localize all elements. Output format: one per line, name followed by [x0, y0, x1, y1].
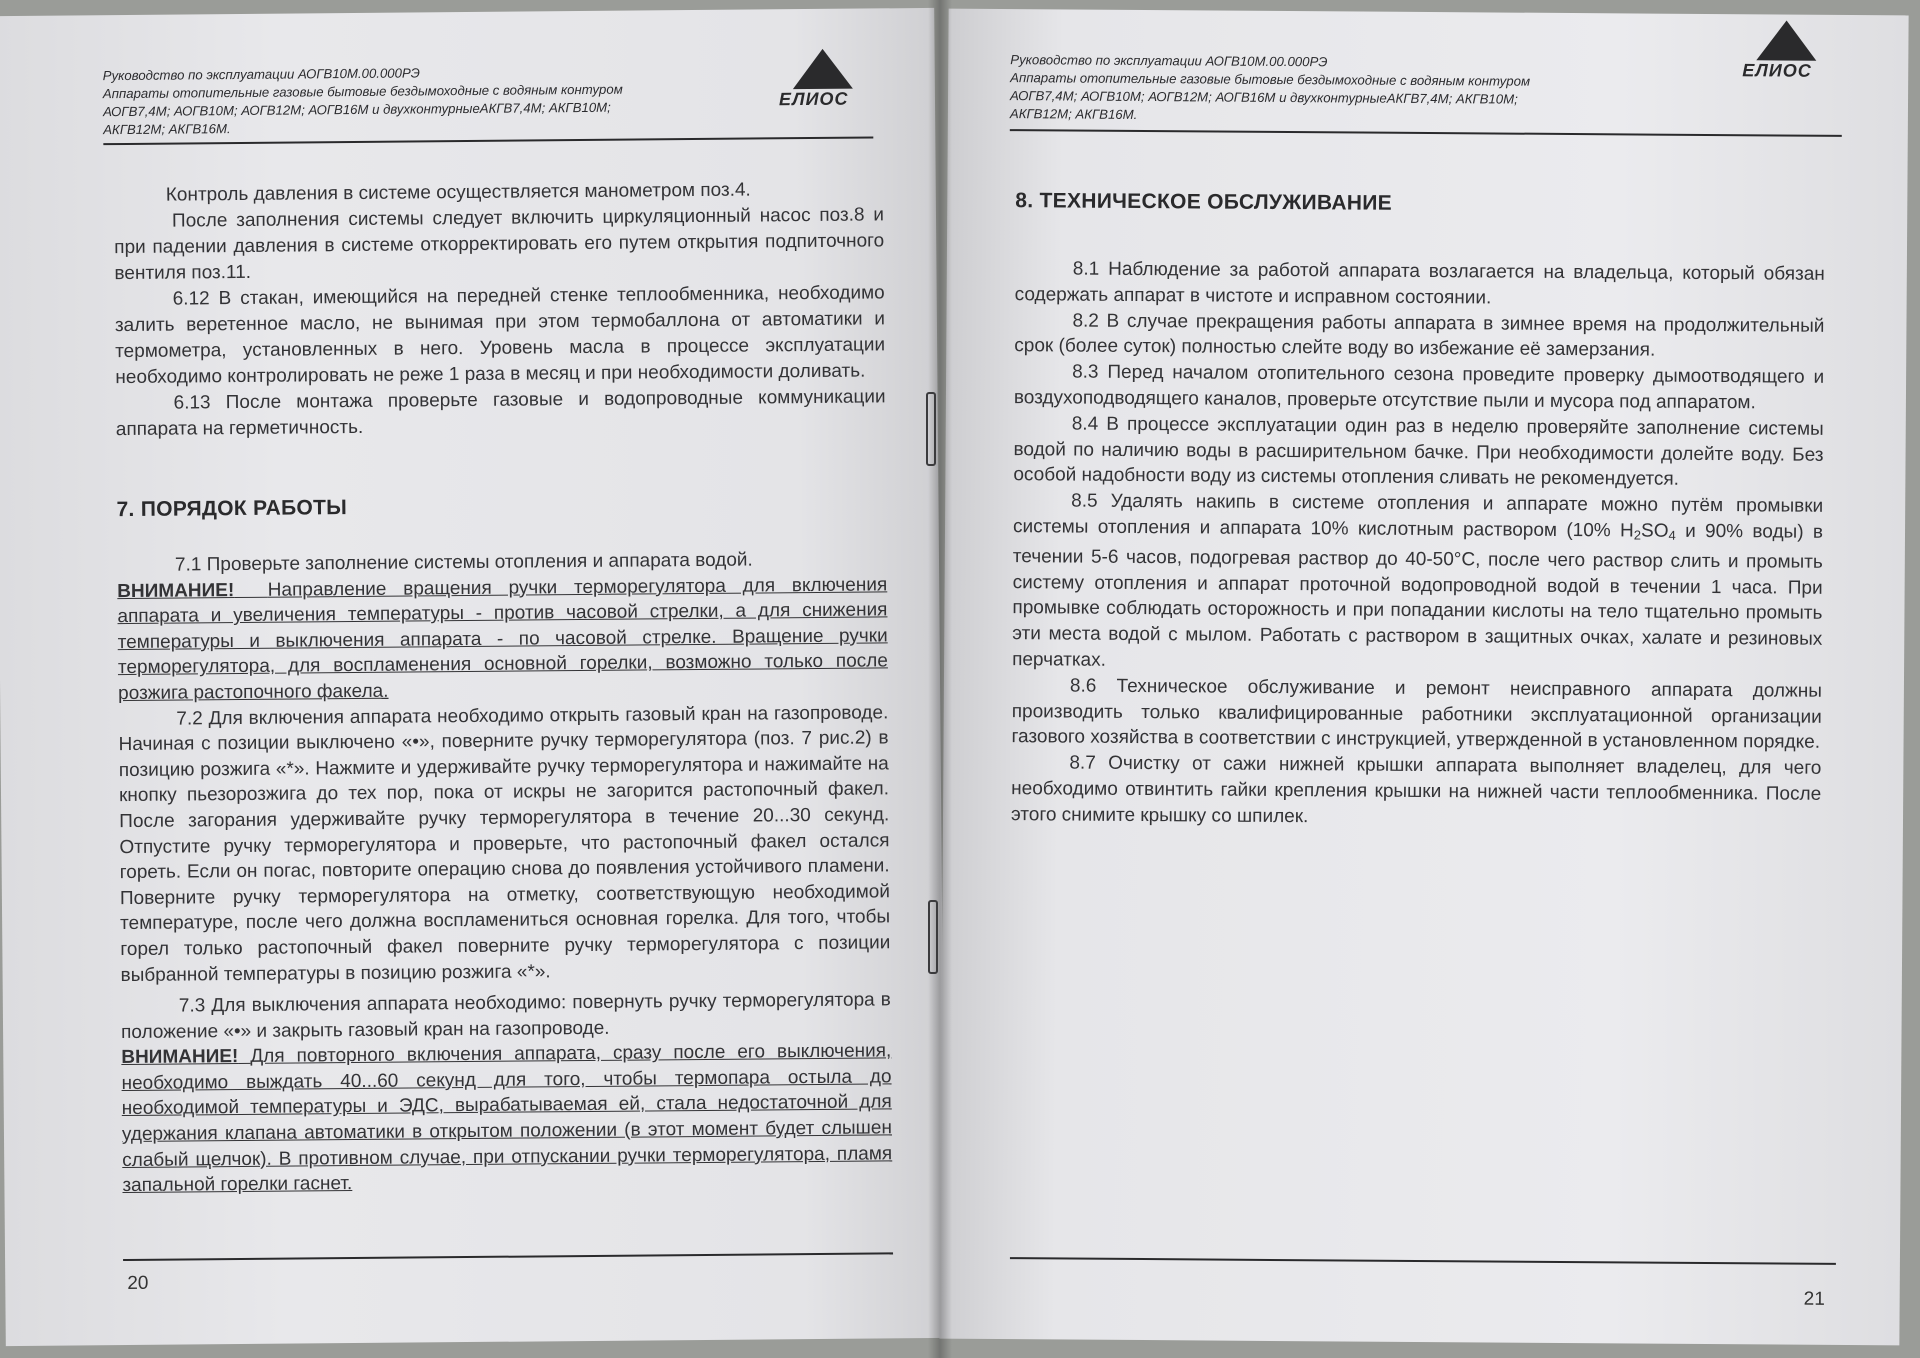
left-page-header [103, 62, 754, 140]
header-line-3: АОГВ7,4М; АОГВ10М; АОГВ12М; АОГВ16М и двухконтурныеАКГВ7,4М; АКГВ10М; [1009, 88, 1518, 107]
warning-1-text: Направление вращения ручки терморегулятора для включения аппарата и увеличения температуры - против часовой стрелки, а для снижения температуры и выключения аппарата - по часовой стрелке. Вращение ручки терморегулятора, для воспламенения основной горелки, возможно только после розжига растопочного факела. [117, 573, 888, 705]
logo-wordmark: ЕЛИОС [778, 88, 849, 110]
logo-wordmark: ЕЛИОС [1742, 60, 1812, 81]
paragraph-8-1: 8.1 Наблюдение за работой аппарата возлагается на владельца, который обязан содержать аппарат в чистоте и исправном состоянии. [1014, 258, 1825, 309]
bird-logo-icon [775, 48, 872, 115]
page-number-left: 20 [127, 1272, 149, 1295]
paragraph-8-7: 8.7 Очистку от сажи нижней крышки аппарата выполняет владелец, для чего необходимо отвинтить гайки крепления крышки на нижней части теплообменника. После этого снимите крышку со шпилек. [1010, 752, 1822, 827]
paragraph-6-13: 6.13 После монтажа проверьте газовые и водопроводные коммуникации аппарата на герметичность. [115, 386, 886, 441]
header-line-2: Аппараты отопительные газовые бытовые бездымоходные с водяным контуром [1010, 70, 1531, 89]
header-line-3: АОГВ7,4М; АОГВ10М; АОГВ12М; АОГВ16М и двухконтурныеАКГВ7,4М; АКГВ10М; [102, 99, 611, 120]
footer-divider [1010, 1257, 1836, 1265]
paragraph-7-3: 7.3 Для выключения аппарата необходимо: повернуть ручку терморегулятора в положение «•» и закрыть газовый кран на газопроводе. [120, 989, 891, 1043]
paragraph-pressure: Контроль давления в системе осуществляется манометром поз.4. [165, 179, 751, 206]
warning-2-text: Для повторного включения аппарата, сразу после его выключения, необходимо выждать 40...60 секунд для того, чтобы термопара остыла до необходимой температуры и ЭДС, вырабатываемая ей, стала недостаточной для удержания клапана автоматики в открытом положении (в этот момент будет слышен слабый щелчок). В противном случае, при отпускании ручки терморегулятора, пламя запальной горелки гаснет. [121, 1040, 893, 1197]
paragraph-8-3: 8.3 Перед началом отопительного сезона проведите проверку дымоотводящего и воздухоподводящего каналов, проверьте отсутствие пыли и мусора под аппаратом. [1013, 361, 1825, 414]
paragraph-after-fill: После заполнения системы следует включить циркуляционный насос поз.8 и при падении давления в системе откорректировать его путем открытия подпиточного вентиля поз.11. [114, 204, 885, 285]
paragraph-8-6: 8.6 Техническое обслуживание и ремонт неисправного аппарата должны производить только квалифицированные работники эксплуатационной организации газового хозяйства в соответствии с инструкцией, утвержденной в установленном порядке. [1011, 675, 1822, 754]
binding-fold [928, 0, 952, 1358]
header-line-2: Аппараты отопительные газовые бытовые бездымоходные с водяным контуром [102, 81, 623, 102]
formula-so: SO [1640, 520, 1669, 542]
warning-2-label: ВНИМАНИЕ! [121, 1046, 239, 1069]
subscript-2: 2 [1633, 527, 1642, 543]
bird-logo-icon [1738, 20, 1834, 87]
header-line-4: АКГВ12М; АКГВ16М. [103, 121, 231, 138]
paragraph-6-12: 6.12 В стакан, имеющийся на передней стенке теплообменника, необходимо залить веретенное масло, не вынимая при этом термобаллона от автоматики и термометра, установленных в него. Уровень масла в процессе эксплуатации необходимо контролировать не реже 1 раза в месяц и при необходимости доливать. [114, 282, 886, 389]
header-line-1: Руководство по эксплуатации АОГВ10М.00.000РЭ [1010, 52, 1328, 70]
staple-bottom [928, 900, 938, 974]
section-8-body [1011, 256, 1825, 833]
paragraph-8-5-start: 8.5 Удалять накипь в системе отопления и аппарате можно путём промывки системы отопления и аппарата 10% кислотным раствором (10% H [1012, 490, 1824, 542]
section-6-continuation [114, 176, 886, 443]
subscript-4: 4 [1668, 527, 1676, 543]
paragraph-8-5 [1012, 488, 1823, 678]
right-page-header [1010, 51, 1730, 128]
section-8-heading: 8. ТЕХНИЧЕСКОЕ ОБСЛУЖИВАНИЕ [1015, 189, 1393, 215]
paragraph-7-1: 7.1 Проверьте заполнение системы отопления и аппарата водой. [174, 549, 753, 576]
header-line-1: Руководство по эксплуатации АОГВ10М.00.000РЭ [102, 65, 420, 84]
left-page [0, 8, 946, 1346]
page-number-right: 21 [1803, 1288, 1825, 1310]
paragraph-8-5-rest: и 90% воды) в течении 5-6 часов, подогревая раствор до 40-50°С, после чего раствор слить и промыть систему отопления и аппарат проточной водопроводной водой в течении 1 часа. При промывке соблюдать осторожность и при попадании кислоты на тело тщательно промыть эти места водой с мылом. Работать с раствором в защитных очках, халате и резиновых перчатках. [1012, 520, 1824, 671]
header-line-4: АКГВ12М; АКГВ16М. [1009, 106, 1138, 122]
paragraph-8-2: 8.2 В случае прекращения работы аппарата в зимнее время на продолжительный срок (более суток) полностью слейте воду во избежание её замерзания. [1014, 310, 1825, 361]
section-7-heading: 7. ПОРЯДОК РАБОТЫ [116, 496, 348, 522]
warning-1-label: ВНИМАНИЕ! [117, 579, 235, 602]
warning-1 [117, 572, 888, 707]
header-divider [1010, 129, 1842, 137]
paragraph-7-2: 7.2 Для включения аппарата необходимо открыть газовый кран на газопроводе. Начиная с позиции выключено «•», поверните ручку терморегулятора (поз. 7 рис.2) в позицию розжига «*». Нажмите и удерживайте ручку терморегулятора и нажимайте на кнопку пьезорозжига до тех пор, пока от искры не загорится растопочный факел. После загорания удерживайте ручку терморегулятора в течение 20...30 секунд. Отпустите ручку терморегулятора и проверьте, что растопочный факел остался гореть. Если он погас, повторите операцию снова до появления устойчивого пламени. Поверните ручку терморегулятора на отметку, соответствующую необходимой температуре, после чего должна воспламениться основная горелка. Для того, чтобы горел только растопочный факел поверните ручку терморегулятора с позиции выбранной температуры в позицию розжига «*». [118, 701, 891, 986]
paragraph-8-4: 8.4 В процессе эксплуатации один раз в неделю проверяйте заполнение системы водой по наличию воды в расширительном бачке. При необходимости долейте воду. Без особой надобности воду из системы отопления сливать не рекомендуется. [1013, 413, 1824, 491]
staple-top [926, 392, 936, 466]
right-page [939, 9, 1908, 1346]
section-7-body [117, 546, 893, 1199]
warning-2 [121, 1039, 892, 1199]
footer-divider [123, 1252, 893, 1261]
